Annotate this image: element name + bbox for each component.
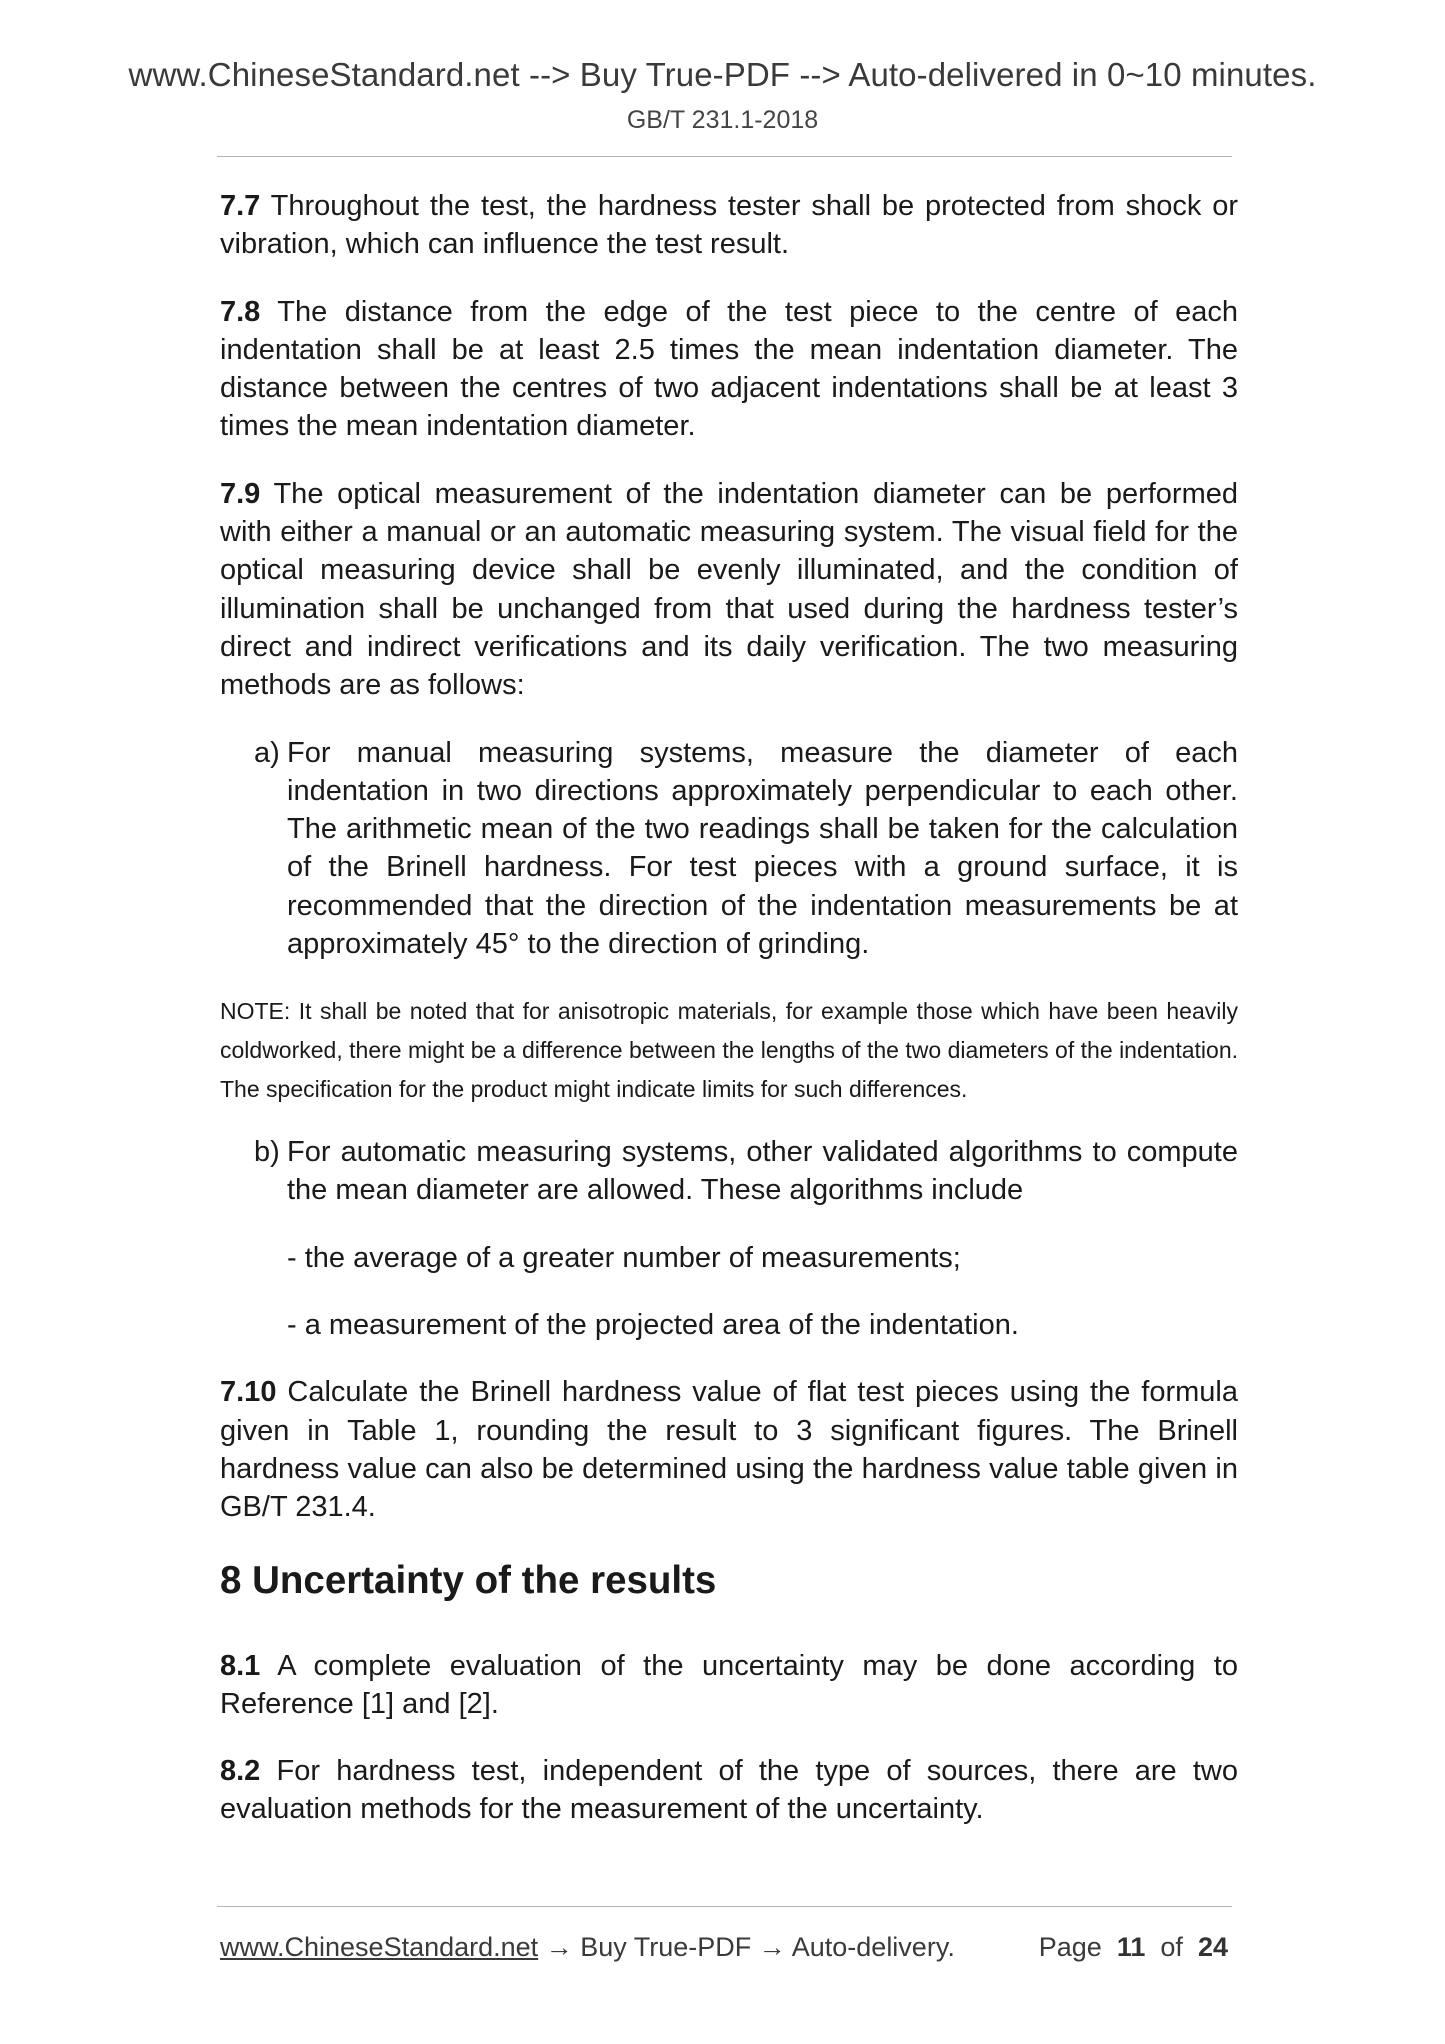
standard-id: GB/T 231.1-2018 xyxy=(626,106,819,134)
clause-text: For hardness test, independent of the type of sources, there are two evaluation methods for the measurement of the uncertainty. xyxy=(220,1755,1238,1826)
algorithm-item-1: - the average of a greater number of measurements; xyxy=(287,1241,961,1274)
clause-text: Calculate the Brinell hardness value of flat test pieces using the formula given in Table 1, rounding the result to 3 significant figures. The Brinell hardness value can also be determined using the hardness value table given in GB/T 231.4. xyxy=(220,1376,1238,1524)
clause-number: 7.10 xyxy=(220,1376,277,1409)
clause-number: 7.9 xyxy=(220,477,261,510)
footer-tagline: → Buy True-PDF → Auto-delivery. xyxy=(538,1932,955,1962)
clause-7-7 xyxy=(220,187,1238,264)
document-body xyxy=(220,187,1238,1829)
section-heading-8: 8 Uncertainty of the results xyxy=(220,1558,717,1602)
of-word: of xyxy=(1160,1932,1183,1962)
clause-number: 8.2 xyxy=(220,1755,261,1788)
note: NOTE: It shall be noted that for anisotropic materials, for example those which have been heavily coldworked, there might be a difference between the lengths of the two diameters of the indentation. The specification for the product might indicate limits for such differences. xyxy=(220,998,1238,1102)
page-total: 24 xyxy=(1197,1932,1228,1962)
clause-number: 7.7 xyxy=(220,190,261,222)
list-label: a) xyxy=(254,736,280,769)
page-number: 11 xyxy=(1116,1932,1146,1962)
clause-text: The optical measurement of the indentation diameter can be performed with either a manual or an automatic measuring system. The visual field for the optical measuring device shall be evenly illuminated, and the condition of illumination shall be unchanged from that used during the hardness tester’s direct and indirect verifications and its daily verification. The two measuring methods are as follows: xyxy=(220,477,1238,702)
clause-8-2 xyxy=(220,1752,1238,1829)
footer xyxy=(220,1932,1232,1963)
page-indicator xyxy=(1039,1932,1228,1963)
clause-7-10 xyxy=(220,1373,1238,1526)
clause-7-9 xyxy=(220,475,1238,705)
footer-divider xyxy=(217,1906,1232,1907)
clause-text: The distance from the edge of the test piece to the centre of each indentation shall be at least 2.5 times the mean indentation diameter. The distance between the centres of two adjacent indentations shall be at least 3 times the mean indentation diameter. xyxy=(220,295,1238,443)
list-label: b) xyxy=(254,1136,280,1169)
list-text: For automatic measuring systems, other validated algorithms to compute the mean diameter are allowed. These algorithms include xyxy=(287,1136,1238,1207)
header-divider xyxy=(217,156,1232,157)
clause-text: Throughout the test, the hardness tester shall be protected from shock or vibration, which can influence the test result. xyxy=(220,190,1238,261)
clause-number: 7.8 xyxy=(220,295,261,328)
list-item-b xyxy=(220,1133,1238,1210)
clause-text: A complete evaluation of the uncertainty may be done according to Reference [1] and [2]. xyxy=(220,1649,1238,1720)
clause-number: 8.1 xyxy=(220,1649,261,1682)
header-banner: www.ChineseStandard.net --> Buy True-PDF --> Auto-delivered in 0~10 minutes. xyxy=(128,56,1317,93)
footer-link[interactable]: www.ChineseStandard.net xyxy=(220,1932,539,1962)
page-word: Page xyxy=(1038,1932,1102,1962)
clause-7-8 xyxy=(220,293,1238,446)
clause-8-1 xyxy=(220,1647,1238,1724)
algorithm-item-2: - a measurement of the projected area of the indentation. xyxy=(287,1309,1019,1342)
list-item-a xyxy=(220,734,1238,964)
list-text: For manual measuring systems, measure the diameter of each indentation in two directions approximately perpendicular to each other. The arithmetic mean of the two readings shall be taken for the calculation of the Brinell hardness. For test pieces with a ground surface, it is recommended that the direction of the indentation measurements be at approximately 45° to the direction of grinding. xyxy=(287,736,1238,961)
